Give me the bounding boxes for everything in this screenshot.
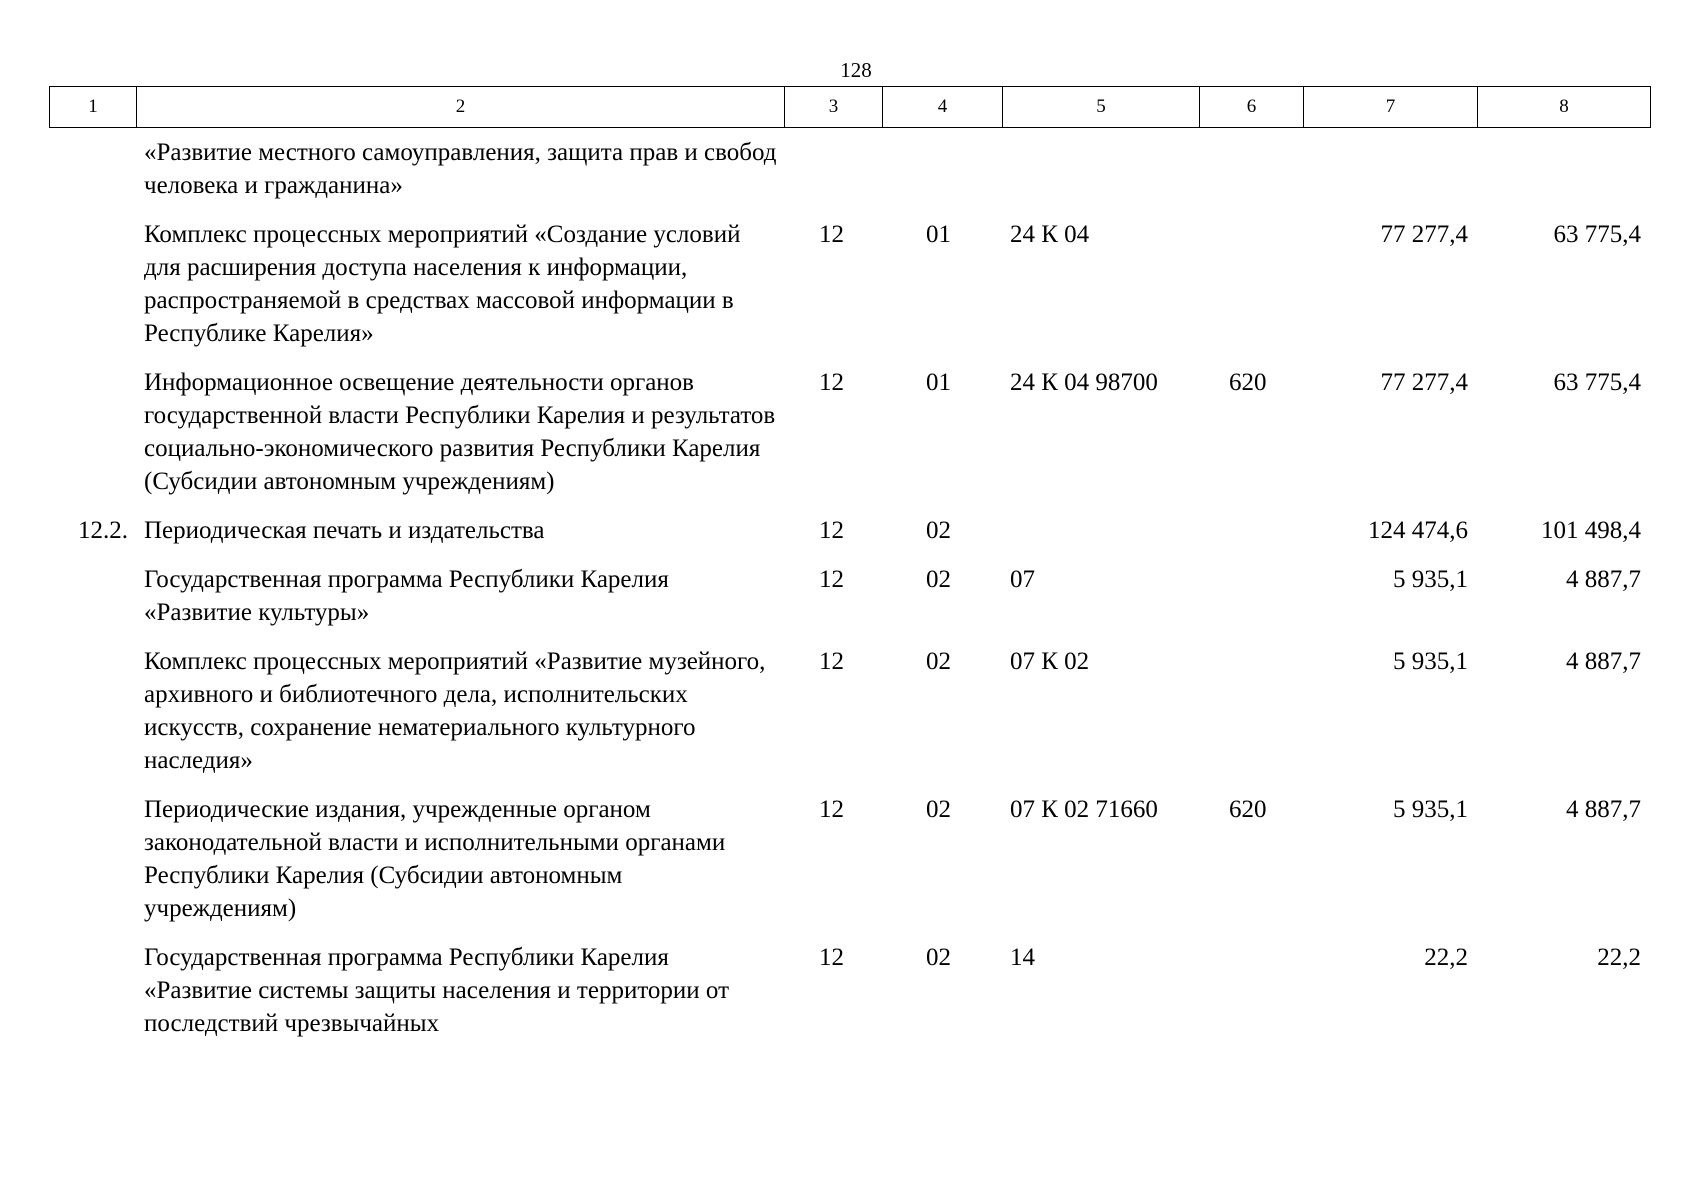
row-number [49, 366, 136, 514]
column-header-7: 7 [1304, 87, 1478, 128]
row-subsection: 02 [926, 648, 951, 675]
row-subsection: 02 [926, 944, 951, 971]
row-amount-1 [1303, 136, 1477, 218]
row-expense-type [1199, 941, 1303, 1056]
column-header-3: 3 [785, 87, 883, 128]
table-row [49, 941, 1650, 1056]
column-header-table [49, 86, 1651, 128]
row-name: Комплекс процессных мероприятий «Создание условий для расширения доступа населения к информации, распространяемой в средствах массовой информации в Республике Карелия» [144, 221, 741, 347]
row-name: Периодическая печать и издательства [144, 517, 545, 544]
row-name: Комплекс процессных мероприятий «Развитие музейного, архивного и библиотечного дела, исполнительских искусств, сохранение нематериального культурного наследия» [144, 648, 766, 774]
column-header-8: 8 [1478, 87, 1651, 128]
row-amount-2 [1477, 136, 1650, 218]
row-amount-2: 4 887,7 [1566, 796, 1641, 823]
row-amount-1: 5 935,1 [1393, 796, 1468, 823]
row-target-item: 07 [1010, 566, 1035, 593]
row-target-item [1002, 136, 1199, 218]
row-number [49, 218, 136, 366]
row-number [49, 793, 136, 941]
row-target-item [1002, 514, 1199, 563]
row-amount-1: 77 277,4 [1380, 221, 1468, 248]
row-section: 12 [819, 517, 844, 544]
row-amount-1: 22,2 [1424, 944, 1468, 971]
row-amount-1: 5 935,1 [1393, 566, 1468, 593]
row-amount-2: 63 775,4 [1553, 369, 1641, 396]
row-target-item: 24 К 04 98700 [1010, 369, 1158, 396]
table-row [49, 136, 1650, 218]
page-number: 128 [840, 58, 872, 82]
row-target-item: 07 К 02 [1010, 648, 1090, 675]
row-amount-1: 77 277,4 [1380, 369, 1468, 396]
row-subsection: 01 [926, 221, 951, 248]
row-number [49, 136, 136, 218]
row-amount-1: 124 474,6 [1368, 517, 1468, 544]
row-section: 12 [819, 566, 844, 593]
row-section: 12 [819, 221, 844, 248]
row-subsection: 01 [926, 369, 951, 396]
table-row [49, 793, 1650, 941]
row-section: 12 [819, 648, 844, 675]
row-name: «Развитие местного самоуправления, защита прав и свобод человека и гражданина» [144, 139, 777, 199]
row-number: 12.2. [78, 517, 128, 544]
column-header-2: 2 [137, 87, 785, 128]
table-row [49, 645, 1650, 793]
table-row [49, 218, 1650, 366]
row-name: Государственная программа Республики Карелия «Развитие культуры» [144, 566, 669, 626]
row-expense-type [1199, 136, 1303, 218]
row-expense-type: 620 [1229, 369, 1267, 396]
row-amount-2: 22,2 [1597, 944, 1641, 971]
row-expense-type [1199, 563, 1303, 645]
row-expense-type: 620 [1229, 796, 1267, 823]
row-target-item: 14 [1010, 944, 1035, 971]
row-number [49, 645, 136, 793]
row-section [784, 136, 882, 218]
row-number [49, 941, 136, 1056]
row-amount-1: 5 935,1 [1393, 648, 1468, 675]
row-name: Периодические издания, учрежденные органом законодательной власти и исполнительными органами Республики Карелия (Субсидии автономным учреждениям) [144, 796, 726, 922]
row-expense-type [1199, 514, 1303, 563]
row-amount-2: 4 887,7 [1566, 648, 1641, 675]
row-expense-type [1199, 645, 1303, 793]
row-section: 12 [819, 944, 844, 971]
table-row [49, 514, 1650, 563]
row-name: Государственная программа Республики Карелия «Развитие системы защиты населения и территории от последствий чрезвычайных [144, 944, 730, 1037]
column-header-6: 6 [1200, 87, 1304, 128]
row-expense-type [1199, 218, 1303, 366]
column-header-4: 4 [883, 87, 1003, 128]
row-section: 12 [819, 369, 844, 396]
row-subsection: 02 [926, 566, 951, 593]
row-amount-2: 4 887,7 [1566, 566, 1641, 593]
row-amount-2: 63 775,4 [1553, 221, 1641, 248]
table-row [49, 563, 1650, 645]
row-name: Информационное освещение деятельности органов государственной власти Республики Карелия и результатов социально-экономического развития Республики Карелия (Субсидии автономным учреждениям) [144, 369, 776, 495]
row-amount-2: 101 498,4 [1541, 517, 1641, 544]
row-subsection [882, 136, 1002, 218]
row-subsection: 02 [926, 796, 951, 823]
column-header-row [50, 87, 1651, 128]
table-row [49, 366, 1650, 514]
row-number [49, 563, 136, 645]
row-subsection: 02 [926, 517, 951, 544]
row-section: 12 [819, 796, 844, 823]
column-header-5: 5 [1003, 87, 1200, 128]
row-target-item: 07 К 02 71660 [1010, 796, 1158, 823]
column-header-1: 1 [50, 87, 137, 128]
budget-table-body [49, 136, 1650, 1056]
row-target-item: 24 К 04 [1010, 221, 1090, 248]
